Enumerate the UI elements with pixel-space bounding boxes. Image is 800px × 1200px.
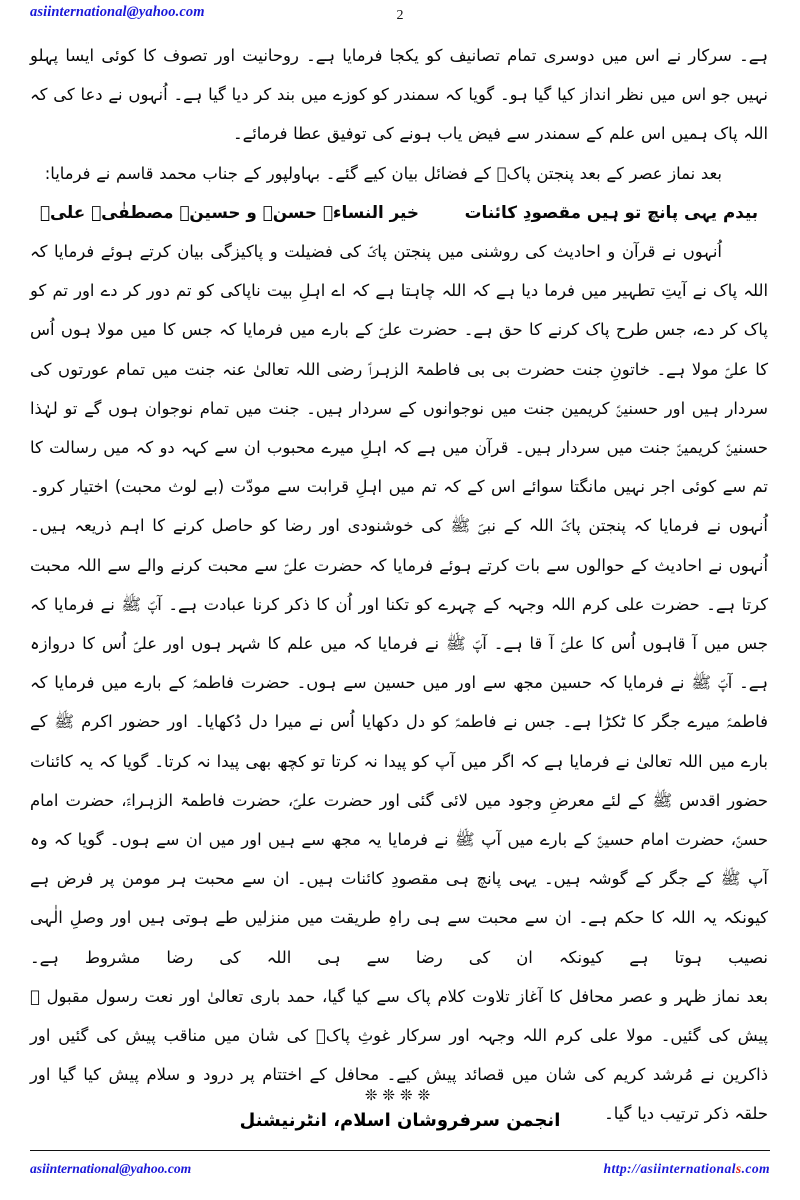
paragraph-asr-prayer-intro: بعد نماز عصر کے بعد پنجتن پاکؑ کے فضائل بیان کیے گئے۔ بہاولپور کے جناب محمد قاسم نے فرمایا: [44, 163, 722, 183]
header-email-address: asiinternational@yahoo.com [30, 4, 205, 20]
footer-url-suffix: .com [741, 1161, 770, 1176]
ornament-divider [0, 1086, 800, 1104]
footer-website-url[interactable] [604, 1161, 770, 1177]
paragraph-opening: ہے۔ سرکار نے اس میں دوسری تمام تصانیف کو یکجا فرمایا ہے۔ روحانیت اور تصوف کا کوئی ایسا پہلو نہیں جو اس میں نظر انداز کیا گیا ہو۔ گویا کہ سمندر کو کوزے میں بند کر دیا گیا ہے۔ اُنہوں نے دعا کی کہ اللہ پاک ہمیں اس علم کے سمندر سے فیض یاب ہونے کی توفیق عطا فرمائے۔ [30, 46, 768, 144]
document-body [30, 36, 768, 1134]
star-ornament-icon: ❊ [382, 1086, 400, 1104]
footer-email-address[interactable]: asiinternational@yahoo.com [30, 1161, 192, 1176]
star-ornament-icon: ❊ [400, 1086, 418, 1104]
footer-url-highlight: s [735, 1161, 742, 1176]
page-header [0, 0, 800, 36]
couplet-hemistich-left: خیر النساءؑ حسنؑ و حسینؑ مصطفٰیؐ علیؑ [39, 201, 419, 222]
organization-name: انجمن سرفروشان اسلام، انٹرنیشنل [239, 1110, 561, 1131]
page-number: 2 [396, 8, 404, 23]
verse-couplet [30, 193, 768, 232]
paragraph-panjtan-virtues: اُنہوں نے قرآن و احادیث کی روشنی میں پنجتن پاکؑ کی فضیلت و پاکیزگی بیان کرتے ہوئے فرمایا کہ اللہ پاک نے آیتِ تطہیر میں فرما دیا ہے کہ اللہ چاہتا ہے کہ اے اہلِ بیت ناپاکی کو تم دور کر دے اور تم کو پاک کر دے، جس طرح پاک کرنے کا حق ہے۔ حضرت علیؑ کے بارے میں فرمایا کہ جس کا میں مولا ہوں اُس کا علیؑ مولا ہے۔ خاتونِ جنت حضرت بی بی فاطمۃ الزہراؑ رضی اللہ تعالیٰ عنہ جنت میں تمام عورتوں کی سردار ہیں اور حسنینؑ کریمین جنت میں نوجوانوں کے سردار ہیں۔ جنت میں تمام نوجوان ہوں گے تو لہٰذا حسنینؑ کریمینؑ جنت میں سردار ہیں۔ قرآن میں ہے کہ اہلِ میرے محبوب ان سے کہہ دو کہ میں رسالت کا تم سے کوئی اجر نہیں مانگتا سوائے اس کے کہ تم میں اہلِ قرابت سے مودّت (بے لوث محبت) اختیار کرو۔ اُنہوں نے فرمایا کہ پنجتن پاکؑ اللہ کے نبیؐ ﷺ کی خوشنودی اور رضا کو حاصل کرنے کا اہم ذریعہ ہیں۔ اُنہوں نے احادیث کے حوالوں سے بات کرتے ہوئے فرمایا کہ حضرت علیؑ سے محبت کرنے والے سے اللہ محبت کرتا ہے۔ حضرت علی کرم اللہ وجہہ کے چہرے کو تکنا اور اُن کا ذکر کرنا عبادت ہے۔ آپؐ ﷺ نے فرمایا کہ جس میں آ قاہوں اُس کا علیؑ آ قا ہے۔ آپؐ ﷺ نے فرمایا کہ میں علم کا شہر ہوں اور علیؑ اُس کا دروازہ ہے۔ آپؐ ﷺ نے فرمایا کہ حسین مجھ سے اور میں حسین سے ہوں۔ حضرت فاطمہؑ کے بارے میں فرمایا کہ فاطمہؑ میرے جگر کا ٹکڑا ہے۔ جس نے فاطمہؑ کو دل دکھایا اُس نے میرا دل دُکھایا۔ اور حضور اکرم ﷺ کے بارے میں اللہ تعالیٰ نے فرمایا ہے کہ اگر میں آپ کو پیدا نہ کرتا تو کچھ بھی پیدا نہ کرتا۔ گویا کہ یہ کائنات حضور اقدس ﷺ کے لئے معرضِ وجود میں لائی گئی اور حضرت علیؑ، حضرت فاطمۃ الزہراءؑ، حضرت امام حسنؑ، حضرت امام حسینؑ کے بارے میں آپ ﷺ نے فرمایا یہ مجھ سے ہیں اور میں ان سے ہوں۔ گویا کہ وہ آپ ﷺ کے جگر کے گوشہ ہیں۔ یہی پانچ ہی مقصودِ کائنات ہیں۔ ان سے محبت ہر مومن پر فرض ہے کیونکہ یہ اللہ کا حکم ہے۔ ان سے محبت سے ہی راہِ طریقت میں منزلیں طے ہوتی ہیں اور وصلِ الٰہی نصیب ہوتا ہے کیونکہ ان کی رضا سے ہی اللہ کی رضا مشروط ہے۔ [30, 242, 768, 967]
star-ornament-icon: ❊ [364, 1086, 383, 1104]
footer-url-prefix: http://asiinternational [603, 1161, 736, 1176]
star-ornament-icon: ❊ [417, 1086, 436, 1104]
couplet-hemistich-right: بیدم یہی پانچ تو ہیں مقصودِ کائنات [464, 201, 759, 222]
paragraph-gathering-summary: بعد نماز ظہر و عصر محافل کا آغاز تلاوت کلام پاک سے کیا گیا، حمد باری تعالیٰ اور نعت رسول مقبول ﷺ پیش کی گئیں۔ مولا علی کرم اللہ وجہہ اور سرکار غوثِ پاکؒ کی شان میں مناقب پیش کی گئیں اور ذاکرین نے مُرشد کریم کی شان میں قصائد پیش کیے۔ محافل کے اختتام پر درود و سلام پیش کیا گیا اور حلقہ ذکر ترتیب دیا گیا۔ [30, 986, 768, 1124]
page-footer [30, 1156, 770, 1182]
footer-divider-rule [30, 1150, 770, 1151]
